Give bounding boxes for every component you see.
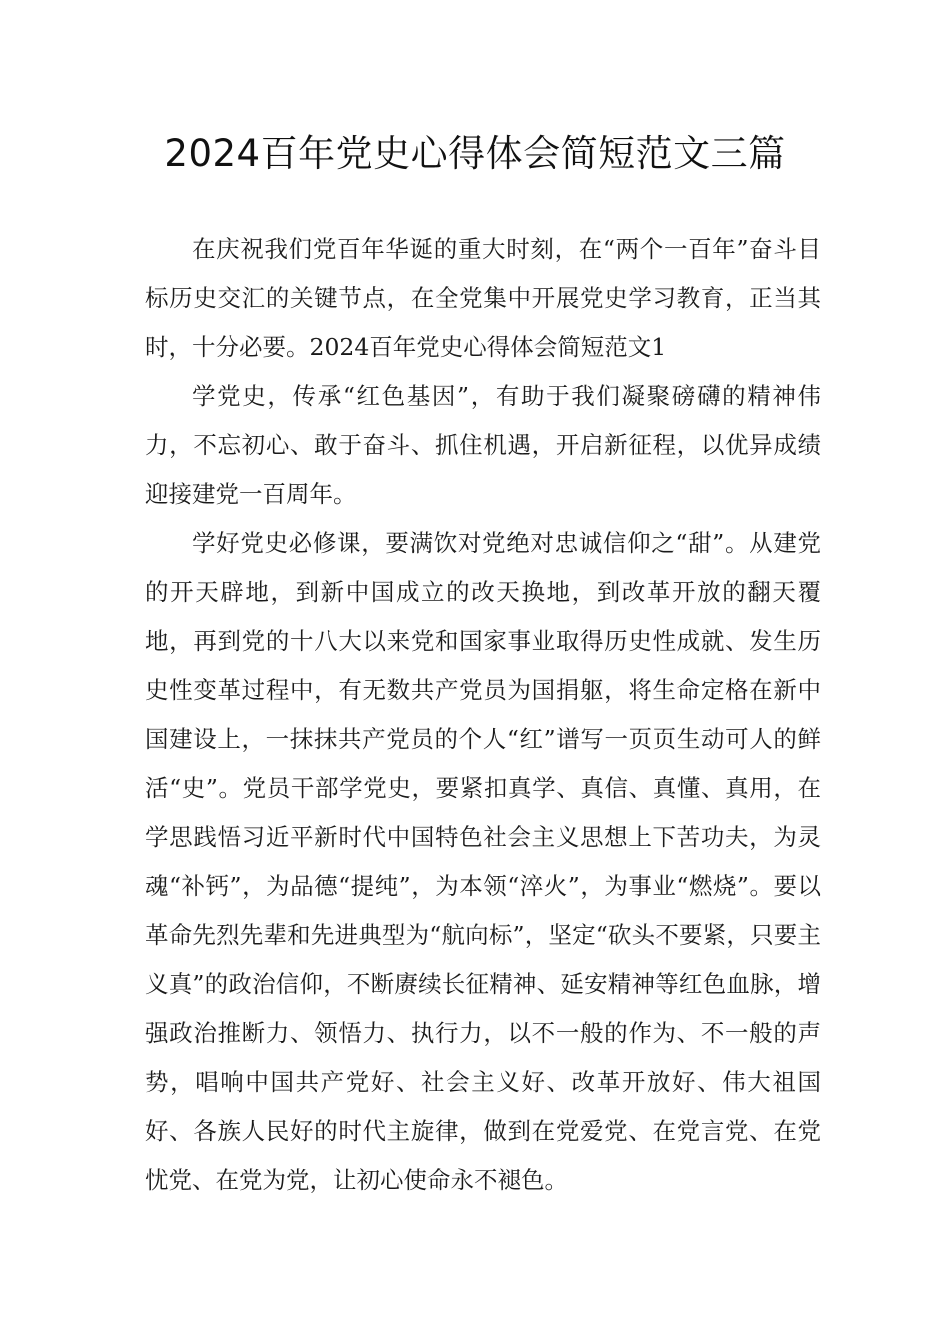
- document-title: 2024百年党史心得体会简短范文三篇: [164, 132, 786, 175]
- paragraph-heritage: 学党史，传承“红色基因”，有助于我们凝聚磅礴的精神伟力，不忘初心、敢于奋斗、抓住机遇，开启新征程，以优异成绩迎接建党一百周年。: [145, 382, 821, 508]
- paragraph-study: 学好党史必修课，要满饮对党绝对忠诚信仰之“甜”。从建党的开天辟地，到新中国成立的改天换地，到改革开放的翻天覆地，再到党的十八大以来党和国家事业取得历史性成就、发生历史性变革过程中，有无数共产党员为国捐躯，将生命定格在新中国建设上，一抹抹共产党员的个人“红”谱写一页页生动可人的鲜活“史”。党员干部学党史，要紧扣真学、真信、真懂、真用，在学思践悟习近平新时代中国特色社会主义思想上下苦功夫，为灵魂“补钙”，为品德“提纯”，为本领“淬火”，为事业“燃烧”。要以革命先烈先辈和先进典型为“航向标”，坚定“砍头不要紧，只要主义真”的政治信仰，不断赓续长征精神、延安精神等红色血脉，增强政治推断力、领悟力、执行力，以不一般的作为、不一般的声势，唱响中国共产党好、社会主义好、改革开放好、伟大祖国好、各族人民好的时代主旋律，做到在党爱党、在党言党、在党忧党、在党为党，让初心使命永不褪色。: [145, 529, 821, 1194]
- paragraph-intro: 在庆祝我们党百年华诞的重大时刻，在“两个一百年”奋斗目标历史交汇的关键节点，在全党集中开展党史学习教育，正当其时，十分必要。2024百年党史心得体会简短范文1: [145, 235, 821, 361]
- document-body: [145, 225, 821, 1205]
